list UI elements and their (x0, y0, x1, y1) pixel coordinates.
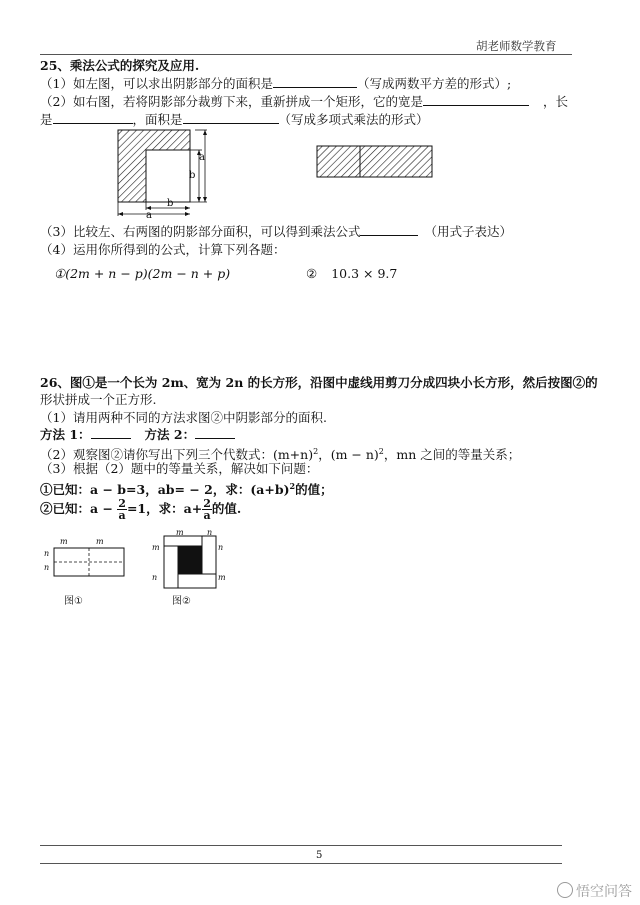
q26-method1-blank[interactable] (91, 438, 131, 439)
footer-divider-bottom (40, 863, 562, 864)
q26-subq2-suffix: 的值. (211, 501, 242, 516)
header-divider (40, 54, 572, 55)
q25-calc-2 (306, 266, 397, 282)
q25-part2-length-blank[interactable] (53, 123, 133, 124)
q26-method1-label: 方法 1： (40, 427, 91, 442)
q25-calc-2-expr: 10.3 × 9.7 (331, 266, 398, 281)
q26-fig1-label-m-left: m (60, 537, 68, 546)
q25-right-figure (316, 145, 436, 181)
watermark-text: 悟空问答 (576, 884, 632, 900)
q26-methods (40, 427, 235, 443)
q26-fig2-label-m-left: m (152, 543, 160, 552)
q25-part3-text: （3）比较左、右两图的阴影部分面积，可以得到乘法公式 (40, 224, 361, 239)
q25-part3-suffix: （用式子表达） (424, 224, 512, 239)
q25-right-rect-left (317, 146, 360, 177)
q26-fig2-right-strip (202, 536, 216, 574)
q25-part2-area-blank[interactable] (183, 123, 279, 124)
q26-part2-text-c: ，mn 之间的等量关系； (383, 447, 521, 463)
q26-line1: 26、图①是一个长为 2m、宽为 2n 的长方形，沿图中虚线用剪刀分成四块小长方形，然后按图②的 (40, 375, 598, 390)
q26-fig1-caption: 图① (64, 596, 83, 607)
watermark (557, 881, 632, 901)
q26-part3: （3）根据（2）题中的等量关系，解决如下问题： (40, 461, 319, 476)
q26-part2-sup2: 2 (378, 447, 384, 456)
q26-part2-sup1: 2 (313, 447, 319, 456)
q25-part2b-mid: ，面积是 (132, 112, 183, 127)
q26-subq1-sup: 2 (289, 481, 296, 491)
q26-subq1-suffix: 的值； (295, 482, 333, 498)
q26-fig1-label-n-bottom: n (44, 563, 50, 572)
q25-part4: （4）运用你所得到的公式，计算下列各题： (40, 242, 286, 257)
q25-title: 25、乘法公式的探究及应用. (40, 58, 200, 73)
q26-subq1 (40, 478, 333, 498)
q25-part1-text: （1）如左图，可以求出阴影部分的面积是 (40, 76, 273, 91)
q26-fig2-left-strip (164, 546, 178, 588)
q26-part1: （1）请用两种不同的方法求图②中阴影部分的面积. (40, 410, 327, 425)
q26-fig1-label-n-top: n (44, 549, 50, 558)
q26-part2-text-b: ，(m − n) (318, 447, 379, 463)
q26-subq1-text: ①已知：a − b=3，ab= − 2，求：(a+b) (40, 482, 290, 498)
q26-subq2-fraction-1: $\frac{2}{a}$ (118, 497, 126, 522)
q26-method2-blank[interactable] (195, 438, 235, 439)
footer-divider-top (40, 845, 562, 846)
q25-right-rect-right (360, 146, 432, 177)
q26-figure-1 (40, 542, 130, 592)
q26-subq2-fraction-2: $\frac{2}{a}$ (203, 497, 211, 522)
header-title: 胡老师数学教育 (476, 39, 557, 53)
wukong-logo-icon (557, 882, 573, 898)
q25-part2-mid: ，长 (542, 94, 568, 109)
q26-subq2 (40, 498, 241, 521)
q26-fig1-label-m-right: m (96, 537, 104, 546)
q25-part1-blank[interactable] (273, 87, 357, 88)
q25-part2 (40, 94, 568, 110)
q25-fig-label-a-bottom: a (146, 210, 152, 221)
q26-subq2-mid: =1，求：a+ (126, 501, 203, 516)
q26-fig2-bottom-strip (178, 574, 216, 588)
page-number: 5 (316, 850, 323, 861)
q25-part1 (40, 76, 511, 92)
q25-fig-label-a-right: a (199, 152, 205, 163)
q26-fig2-label-n-top: n (207, 528, 213, 537)
q26-part2-text-a: （2）观察图②请你写出下列三个代数式：(m+n) (40, 447, 314, 463)
q26-fig2-label-m-top: m (176, 528, 184, 537)
q26-fig2-caption: 图② (172, 596, 191, 607)
q25-calc-1: ①(2m + n − p)(2m − n + p) (54, 266, 231, 281)
q25-part2b-suffix: （写成多项式乘法的形式） (278, 112, 429, 127)
q25-part1-suffix: （写成两数平方差的形式）; (356, 76, 512, 91)
q25-part2-width-blank[interactable] (423, 105, 529, 106)
q25-part3-blank[interactable] (360, 235, 418, 236)
q25-fig-label-b-bottom: b (167, 198, 174, 209)
q25-part2b-text: 是 (40, 112, 53, 127)
q25-calc-2-number: ② (306, 266, 318, 281)
q25-left-inner-square (146, 150, 190, 202)
q26-fig2-label-n-left: n (152, 573, 158, 582)
q25-part2b (40, 112, 429, 128)
q26-fig2-label-m-right: m (218, 573, 226, 582)
q26-fig2-shaded-square (178, 546, 202, 574)
q25-part3 (40, 224, 512, 240)
q25-left-figure (110, 128, 220, 228)
q25-part2-text: （2）如右图，若将阴影部分裁剪下来，重新拼成一个矩形，它的宽是 (40, 94, 423, 109)
q26-subq2-text: ②已知：a − (40, 501, 113, 516)
q26-line2: 形状拼成一个正方形. (40, 392, 157, 407)
q26-fig2-label-n-right: n (218, 543, 224, 552)
q26-method2-label: 方法 2： (144, 427, 196, 442)
q26-figure-2 (154, 532, 224, 598)
q25-fig-label-b-right: b (189, 170, 196, 181)
